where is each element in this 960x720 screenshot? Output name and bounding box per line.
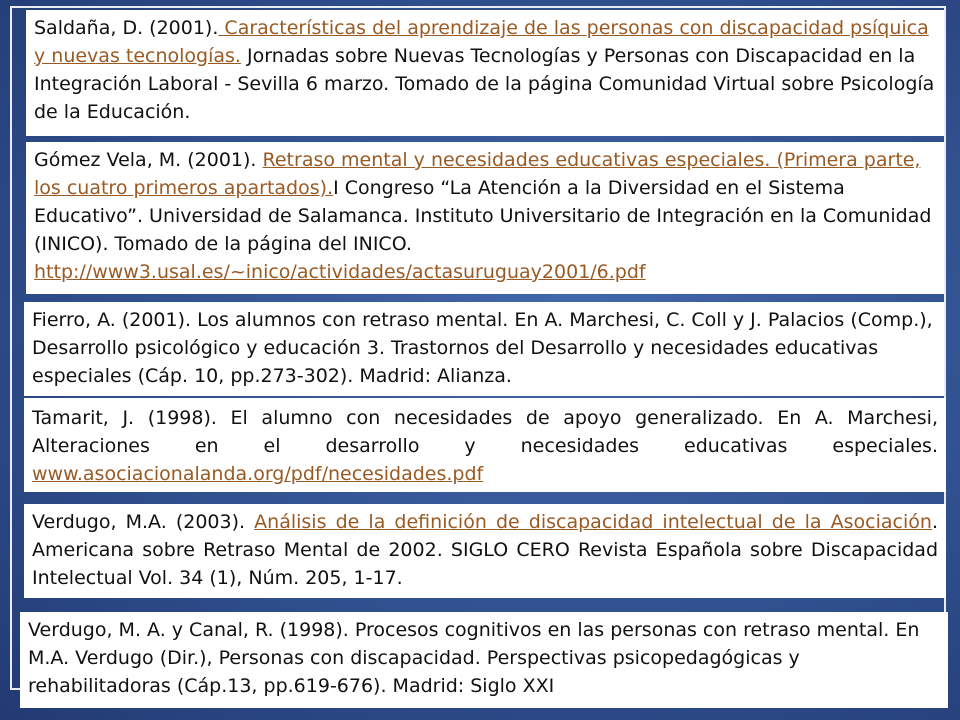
reference-tamarit <box>24 398 946 492</box>
reference-details: . Americana sobre Retraso Mental de 2002. SIGLO CERO Revista Española sobre Discapacidad Intelectual Vol. 34 (1), Núm. 205, 1-17. <box>32 511 938 589</box>
reference-author: Verdugo, M.A. (2003). <box>32 511 255 533</box>
reference-text: Fierro, A. (2001). Los alumnos con retraso mental. En A. Marchesi, C. Coll y J. Palacios (Comp.), Desarrollo psicológico y educación 3. Trastornos del Desarrollo y necesidades educativas especiales (Cáp. 10, pp.273-302). Madrid: Alianza. <box>32 309 933 387</box>
reference-details: I Congreso “La Atención a la Diversidad en el Sistema Educativo”. Universidad de Salamanca. Instituto Universitario de Integración en la Comunidad (INICO). Tomado de la página del INICO. <box>34 177 932 255</box>
reference-verdugo-2003 <box>24 504 946 598</box>
reference-verdugo-canal-1998 <box>20 612 948 708</box>
reference-gomez-vela <box>26 142 944 294</box>
reference-title-link[interactable]: Características del aprendizaje de las personas con discapacidad psíquica y nuevas tecnologías. <box>34 17 929 67</box>
reference-title-link[interactable]: Análisis de la definición de discapacidad intelectual de la Asociación <box>254 511 932 533</box>
reference-title-link[interactable]: Retraso mental y necesidades educativas especiales. (Primera parte, los cuatro primeros apartados). <box>34 149 921 199</box>
reference-fierro <box>24 302 944 396</box>
reference-author: Saldaña, D. (2001). <box>34 17 219 39</box>
reference-saldana <box>26 10 944 136</box>
reference-text: Verdugo, M. A. y Canal, R. (1998). Procesos cognitivos en las personas con retraso mental. En M.A. Verdugo (Dir.), Personas con discapacidad. Perspectivas psicopedagógicas y rehabilitadoras (Cáp.13, pp.619-676). Madrid: Siglo XXI <box>28 619 920 697</box>
reference-url-link[interactable]: www.asociacionalanda.org/pdf/necesidades.pdf <box>32 463 484 485</box>
reference-details: Jornadas sobre Nuevas Tecnologías y Personas con Discapacidad en la Integración Laboral - Sevilla 6 marzo. Tomado de la página Comunidad Virtual sobre Psicología de la Educación. <box>34 45 935 123</box>
reference-author: Gómez Vela, M. (2001). <box>34 149 263 171</box>
reference-url-link[interactable]: http://www3.usal.es/~inico/actividades/actasuruguay2001/6.pdf <box>34 261 646 283</box>
reference-text: Tamarit, J. (1998). El alumno con necesidades de apoyo generalizado. En A. Marchesi, Alteraciones en el desarrollo y necesidades educativas especiales. <box>32 407 938 457</box>
